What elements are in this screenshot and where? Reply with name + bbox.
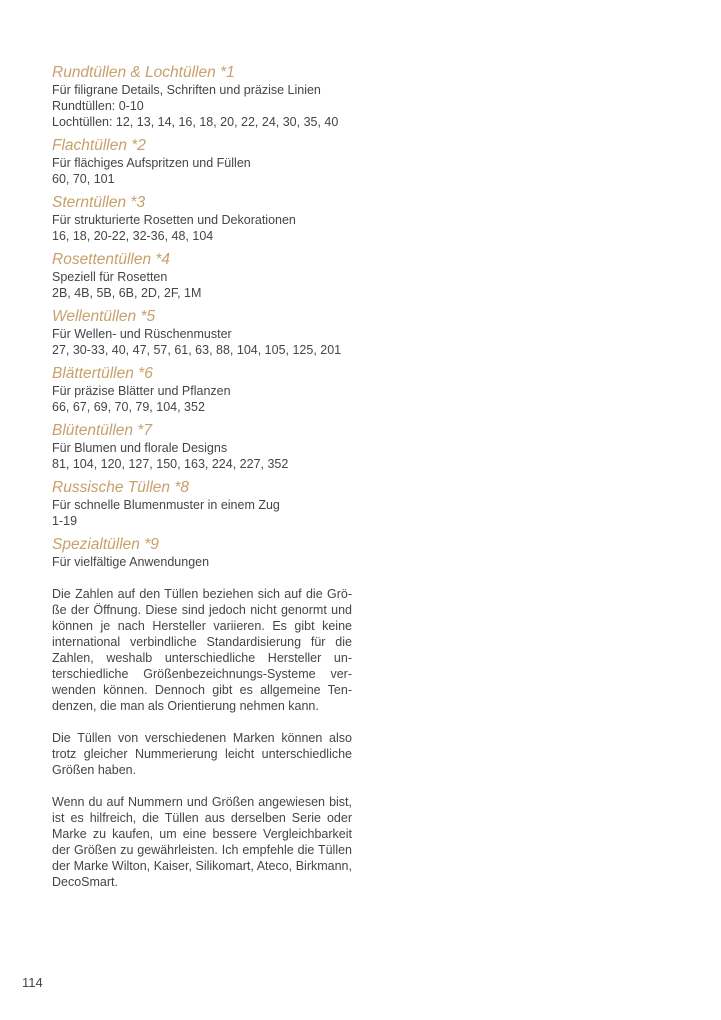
section-heading: Wellentüllen *5 — [52, 308, 156, 325]
section-heading: Rosettentüllen *4 — [52, 251, 171, 268]
section-line: 2B, 4B, 5B, 6B, 2D, 2F, 1M — [52, 286, 202, 300]
section-line: Für Blumen und florale Designs — [52, 441, 228, 455]
paragraph: Wenn du auf Nummern und Größen angewiesen bist, ist es hilfreich, die Tüllen aus derselben Serie oder Marke zu kaufen, um eine bessere Vergleichbarkeit der Größen zu gewährleisten. Ich empfehle die Tüllen der Marke Wilton, Kaiser, Silikomart, Ateco, Birkmann, DecoSmart. — [52, 795, 352, 889]
section-rundtuellen — [52, 63, 352, 130]
section-heading: Blättertüllen *6 — [52, 365, 153, 382]
section-rosettentuellen — [52, 250, 352, 301]
section-spezialtuellen — [52, 535, 352, 570]
section-heading: Blütentüllen *7 — [52, 422, 152, 439]
sections-list — [52, 63, 352, 570]
section-flachtuellen — [52, 136, 352, 187]
section-line: Rundtüllen: 0-10 — [52, 99, 144, 113]
section-line: Lochtüllen: 12, 13, 14, 16, 18, 20, 22, 24, 30, 35, 40 — [52, 115, 339, 129]
section-russische-tuellen — [52, 478, 352, 529]
section-line: Für strukturierte Rosetten und Dekorationen — [52, 213, 296, 227]
section-line: Für filigrane Details, Schriften und präzise Linien — [52, 83, 321, 97]
section-line: Für Wellen- und Rüschenmuster — [52, 327, 232, 341]
section-sterntuellen — [52, 193, 352, 244]
section-line: 66, 67, 69, 70, 79, 104, 352 — [52, 400, 205, 414]
section-wellentuellen — [52, 307, 352, 358]
section-line: 27, 30-33, 40, 47, 57, 61, 63, 88, 104, 105, 125, 201 — [52, 343, 342, 357]
section-heading: Flachtüllen *2 — [52, 137, 146, 154]
section-line: 60, 70, 101 — [52, 172, 115, 186]
section-line: Für präzise Blätter und Pflanzen — [52, 384, 231, 398]
section-line: Für vielfältige Anwendungen — [52, 555, 210, 569]
paragraph: Die Zahlen auf den Tüllen beziehen sich auf die Größe der Öffnung. Diese sind jedoch nicht genormt und können je nach Hersteller variieren. Es gibt keine international verbindliche Standardisierung für die Zahlen, weshalb unterschiedliche Hersteller unterschiedliche Größenbezeichnungs-Systeme verwenden können. Dennoch gibt es allgemeine Tendenzen, die man als Orientierung nehmen kann. — [52, 587, 352, 713]
section-heading: Spezialtüllen *9 — [52, 536, 159, 553]
section-line: Speziell für Rosetten — [52, 270, 168, 284]
body-text — [52, 586, 352, 890]
section-bluetentuellen — [52, 421, 352, 472]
section-line: 16, 18, 20-22, 32-36, 48, 104 — [52, 229, 214, 243]
page-number: 114 — [22, 975, 43, 990]
section-line: Für schnelle Blumenmuster in einem Zug — [52, 498, 280, 512]
section-line: 1-19 — [52, 514, 78, 528]
section-line: 81, 104, 120, 127, 150, 163, 224, 227, 352 — [52, 457, 289, 471]
section-heading: Russische Tüllen *8 — [52, 479, 189, 496]
page-content — [52, 63, 352, 890]
section-heading: Sterntüllen *3 — [52, 194, 146, 211]
paragraph: Die Tüllen von verschiedenen Marken können also trotz gleicher Nummerierung leicht unterschiedliche Größen haben. — [52, 731, 352, 777]
section-line: Für flächiges Aufspritzen und Füllen — [52, 156, 251, 170]
section-blaettertuellen — [52, 364, 352, 415]
section-heading: Rundtüllen & Lochtüllen *1 — [52, 64, 235, 81]
